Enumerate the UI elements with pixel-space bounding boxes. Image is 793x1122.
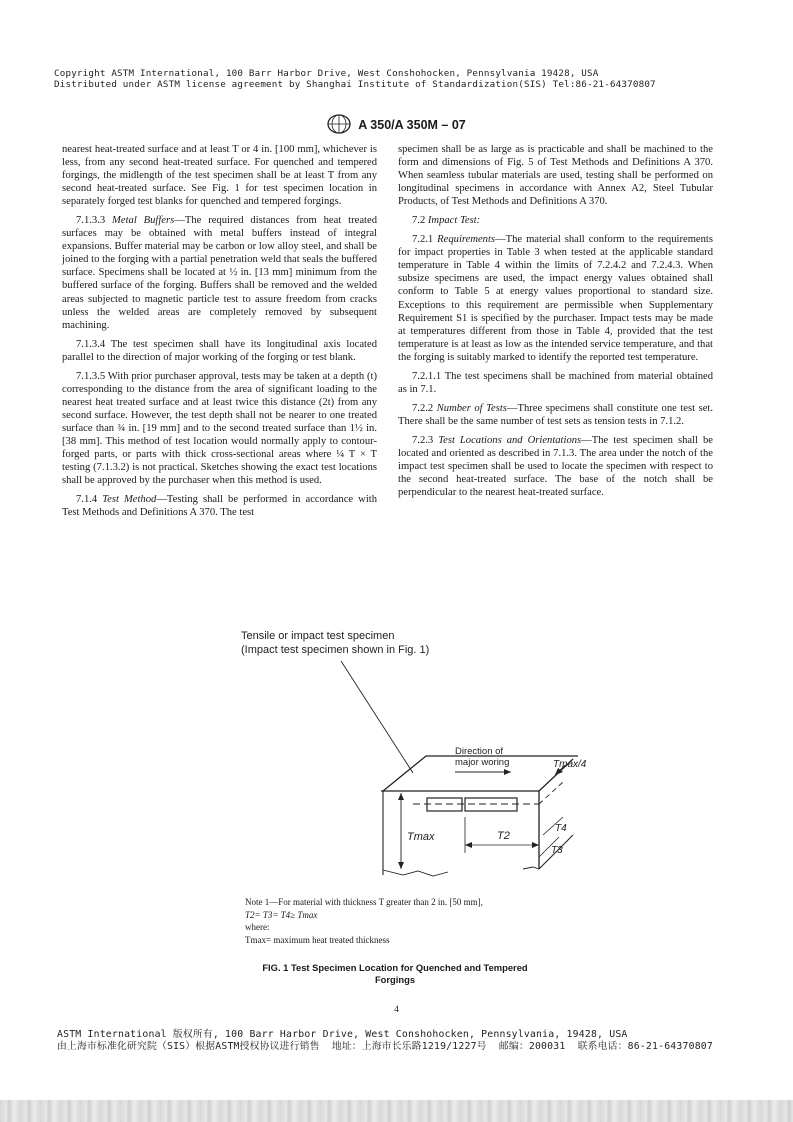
direction-label-line-1: Direction of <box>455 746 504 757</box>
caption-line-1: FIG. 1 Test Specimen Location for Quenched and Tempered <box>262 962 528 973</box>
footer-line-2: 由上海市标准化研究院（SIS）根据ASTM授权协议进行销售 地址：上海市长乐路1219/1227号 邮编：200031 联系电话：86-21-64370807 <box>57 1041 713 1052</box>
paragraph-test-locations: 7.2.3 Test Locations and Orientations—The test specimen shall be located and oriented as described in 7.1.3. The area under the notch of the impact test specimen shall be used to locate the specimen with respect to the second heat-treated surface. The base of the notch shall be perpendicular to the nearest heat-treated surface. <box>398 434 713 499</box>
callout-leader-line <box>341 661 413 773</box>
label-tmax-4: Tmax/4 <box>553 759 587 770</box>
page-number: 4 <box>394 1005 399 1015</box>
note-line-1: Note 1—For material with thickness T greater than 2 in. [50 mm], <box>245 897 483 907</box>
paragraph-metal-buffers: 7.1.3.3 Metal Buffers—The required distances from heat treated surfaces may be obtained with metal buffers instead of integral expansions. Buffer material may be carbon or low alloy steel, and shall be joined to the forging with a partial penetration weld that seals the buffered surface. Specimens shall be located at ½ in. [13 mm] minimum from the buffered surface of the forging. Buffers shall be removed and the welded areas subjected to magnetic particle test to assure freedom from cracks unless the welded areas are completely removed by subsequent machining. <box>62 215 377 331</box>
copyright-line-1: Copyright ASTM International, 100 Barr Harbor Drive, West Conshohocken, Pennsylvania 19428, USA <box>54 68 599 79</box>
callout-label-line-2: (Impact test specimen shown in Fig. 1) <box>241 644 430 656</box>
paragraph-test-method: 7.1.4 Test Method—Testing shall be performed in accordance with Test Methods and Definitions A 370. The test <box>62 494 377 519</box>
figure-note <box>245 896 585 946</box>
copyright-line-2: Distributed under ASTM license agreement by Shanghai Institute of Standardization(SIS) Tel:86-21-64370807 <box>54 79 656 90</box>
break-line <box>523 867 539 869</box>
caption-line-2: Forgings <box>374 973 416 985</box>
label-tmax: Tmax <box>407 831 435 843</box>
callout-label-line-1: Tensile or impact test specimen <box>241 630 395 642</box>
direction-label-line-2: major woring <box>455 757 510 768</box>
designation-title: A 350/A 350M – 07 <box>358 117 466 132</box>
document-header <box>0 114 793 137</box>
figure-1-diagram <box>233 625 587 880</box>
label-t4: T4 <box>555 823 567 834</box>
scan-artifact-bar <box>0 1100 793 1122</box>
test-specimen-right <box>465 798 517 811</box>
note-line-4: Tmax= maximum heat treated thickness <box>245 934 390 945</box>
block-front-face <box>381 791 539 869</box>
centerline-right <box>539 782 563 804</box>
label-t3: T3 <box>551 845 563 856</box>
paragraph: nearest heat-treated surface and at least T or 4 in. [100 mm], whichever is less, from any second heat-treated surface. For quenched and tempered forgings, the midlength of the test specimen shall be at least T from any second heat-treated surface. See Fig. 1 for test specimen location in separately forged test blanks for quenched and tempered forgings. <box>62 144 377 208</box>
paragraph: 7.2.1.1 The test specimens shall be machined from material obtained as in 7.1. <box>398 370 713 395</box>
paragraph: 7.1.3.5 With prior purchaser approval, tests may be taken at a depth (t) corresponding to the distance from the area of significant loading to the nearest heat treated surface and at least twice this distance (2t) from any second surface. However, the test depth shall not be nearer to one treated surface than ¾ in. [19 mm] and to the second treated surface than 1½ in. [38 mm]. This method of test location would normally apply to contour-forged parts, or parts with thick cross-sectional areas where ¼ T × T testing (7.1.3.2) is not practical. Sketches showing the exact test locations shall be approved by the purchaser when this method is used. <box>62 370 377 487</box>
paragraph: 7.1.3.4 The test specimen shall have its longitudinal axis located parallel to the direction of major working of the forging or test blank. <box>62 338 377 363</box>
direction-arrow-head <box>504 769 511 775</box>
label-t2: T2 <box>497 830 510 842</box>
paragraph: specimen shall be as large as is practicable and shall be machined to the form and dimensions of Fig. 5 of Test Methods and Definitions A 370. When seamless tubular materials are used, testing shall be performed on longitudinal specimens in accordance with Annex A2, Steel Tubular Products, of Test Methods and Definitions A 370. <box>398 144 713 208</box>
paragraph-number-of-tests: 7.2.2 Number of Tests—Three specimens shall constitute one test set. There shall be the same number of test sets as tension tests in 7.1.2. <box>398 402 713 427</box>
copyright-notice <box>54 68 656 90</box>
right-column <box>398 143 713 505</box>
footer-line-1: ASTM International 版权所有, 100 Barr Harbor Drive, West Conshohocken, Pennsylvania, 19428, USA <box>57 1029 628 1040</box>
section-heading-impact-test: 7.2 Impact Test: <box>412 215 481 227</box>
test-specimen-left <box>427 798 462 811</box>
note-line-3: where: <box>245 922 270 932</box>
break-line <box>383 870 448 876</box>
figure-caption <box>205 962 585 985</box>
paragraph-requirements: 7.2.1 Requirements—The material shall conform to the requirements for impact properties in Table 3 when tested at the applicable standard temperature in Table 4 within the limits of 7.2.4.2 and 7.2.4.3. When subsize specimens are used, the impact energy values obtained shall conform to Table 5 at energy values proportional to standard size. Exceptions to this requirement are permissible when Supplementary Requirement S1 is specified by the purchaser. Impact tests may be made at temperatures different from those in Table 4, provided that the test temperature is at least as low as the intended service temperature, and that the forging is suitably marked to identify the reported test temperature. <box>398 234 713 363</box>
note-line-2: T2= T3= T4≥ Tmax <box>245 909 318 920</box>
left-column <box>62 143 377 525</box>
footer-notice <box>57 1029 713 1053</box>
astm-logo-icon <box>327 114 351 137</box>
